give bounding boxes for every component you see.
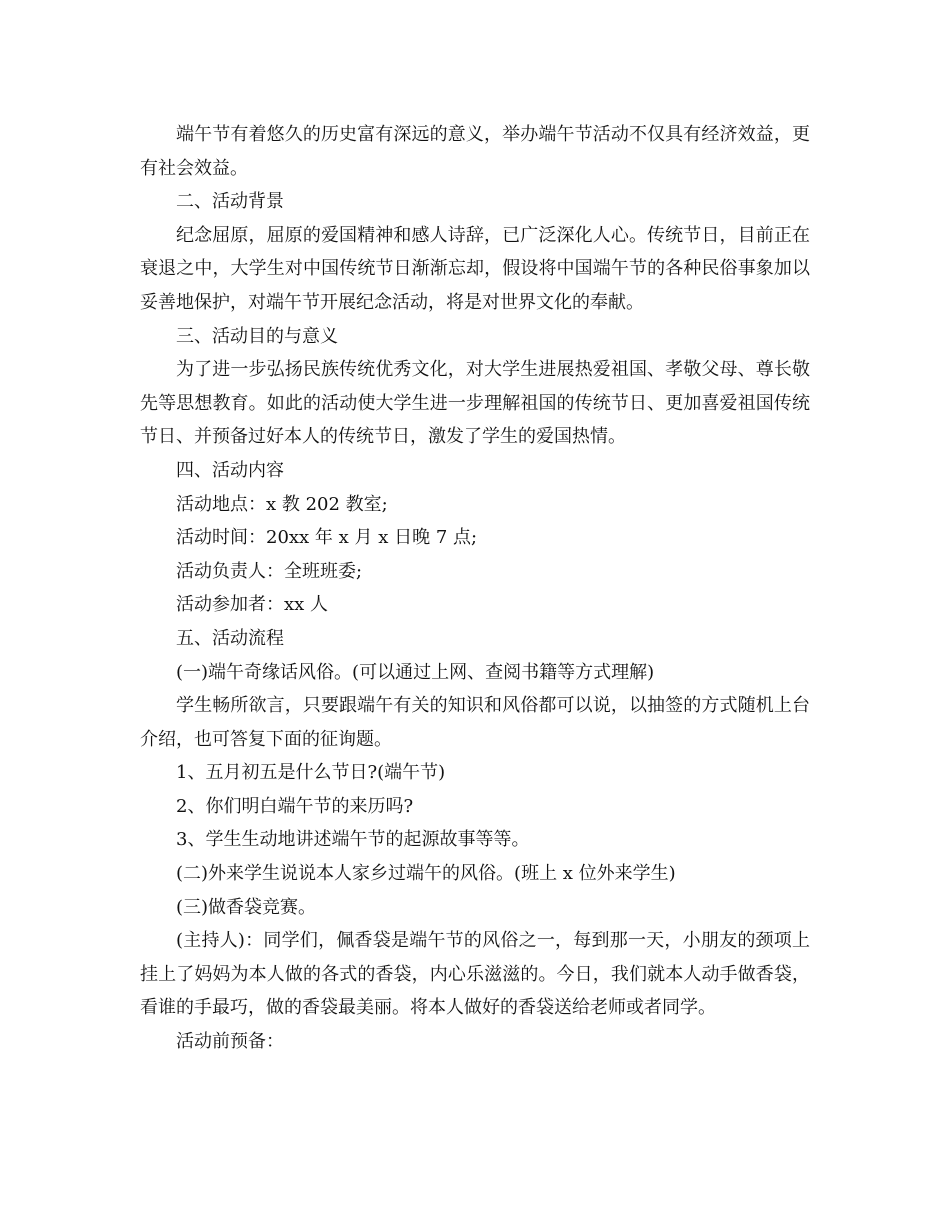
paragraph-preparation: 活动前预备： <box>176 1031 284 1053</box>
paragraph-host-speech: (主持人)：同学们，佩香袋是端午节的风俗之一，每到那一天，小朋友的颈项上挂上了妈妈为本人做的各式的香袋，内心乐滋滋的。今日，我们就本人动手做香袋，看谁的手最巧，做的香袋最美丽。将本人做好的香袋送给老师或者同学。 <box>140 930 810 1019</box>
question-three: 3、学生生动地讲述端午节的起源故事等等。 <box>176 829 530 851</box>
heading-activity-content: 四、活动内容 <box>176 459 284 481</box>
paragraph-intro-significance: 端午节有着悠久的历史富有深远的意义，举办端午节活动不仅具有经济效益，更有社会效益。 <box>140 124 810 179</box>
heading-activity-process: 五、活动流程 <box>176 627 284 649</box>
paragraph-background: 纪念屈原，屈原的爱国精神和感人诗辞，已广泛深化人心。传统节日，目前正在衰退之中，大学生对中国传统节日渐渐忘却，假设将中国端午节的各种民俗事象加以妥善地保护，对端午节开展纪念活动，将是对世界文化的奉献。 <box>140 224 810 313</box>
process-step-one: (一)端午奇缘话风俗。(可以通过上网、查阅书籍等方式理解) <box>176 661 655 683</box>
activity-location: 活动地点：x 教 202 教室; <box>176 493 388 515</box>
process-step-three: (三)做香袋竞赛。 <box>176 896 317 918</box>
paragraph-purpose: 为了进一步弘扬民族传统优秀文化，对大学生进展热爱祖国、孝敬父母、尊长敬先等思想教育。如此的活动使大学生进一步理解祖国的传统节日、更加喜爱祖国传统节日、并预备过好本人的传统节日，激发了学生的爱国热情。 <box>140 359 810 448</box>
activity-time: 活动时间：20xx 年 x 月 x 日晚 7 点; <box>176 527 478 549</box>
heading-activity-purpose: 三、活动目的与意义 <box>176 325 338 347</box>
paragraph-free-talk: 学生畅所欲言，只要跟端午有关的知识和风俗都可以说，以抽签的方式随机上台介绍，也可答复下面的征询题。 <box>140 695 810 750</box>
question-two: 2、你们明白端午节的来历吗? <box>176 795 414 817</box>
activity-leader: 活动负责人：全班班委; <box>176 560 363 582</box>
question-one: 1、五月初五是什么节日?(端午节) <box>176 762 446 784</box>
activity-participants: 活动参加者：xx 人 <box>176 594 329 616</box>
heading-activity-background: 二、活动背景 <box>176 191 284 213</box>
document-page <box>140 118 810 1059</box>
process-step-two: (二)外来学生说说本人家乡过端午的风俗。(班上 x 位外来学生) <box>176 863 676 885</box>
